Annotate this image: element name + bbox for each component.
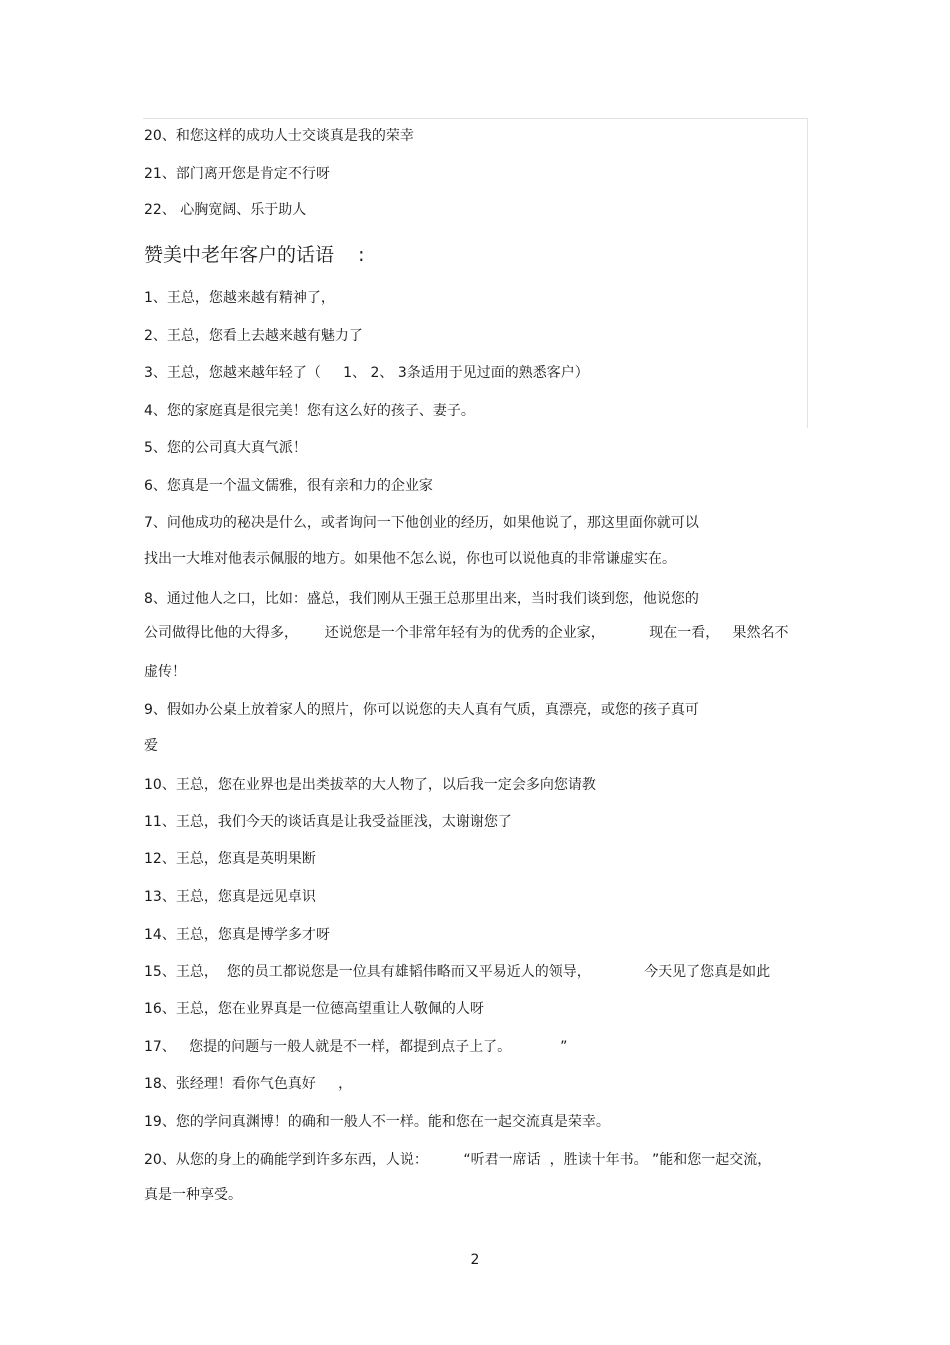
text-line: 7、问他成功的秘决是什么，或者询问一下他创业的经历，如果他说了，那这里面你就可以	[144, 515, 699, 531]
text-line: 真是一种享受。	[144, 1187, 242, 1203]
text-line: 1、王总，您越来越有精神了，	[144, 290, 335, 306]
text-line: 找出一大堆对他表示佩服的地方。如果他不怎么说，你也可以说他真的非常谦虚实在。	[144, 551, 676, 567]
text-line: 11、王总，我们今天的谈话真是让我受益匪浅，太谢谢您了	[144, 814, 512, 830]
text-line: 8、通过他人之口，比如：盛总，我们刚从王强王总那里出来，当时我们谈到您，他说您的	[144, 591, 699, 607]
section-heading: 赞美中老年客户的话语 :	[144, 244, 365, 266]
text-line: 12、王总，您真是英明果断	[144, 851, 316, 867]
text-line: 21、部门离开您是肯定不行呀	[144, 166, 330, 182]
text-line: 3、王总，您越来越年轻了（ 1、 2、 3条适用于见过面的熟悉客户）	[144, 365, 589, 381]
text-line: 2、王总，您看上去越来越有魅力了	[144, 328, 363, 344]
text-line: 5、您的公司真大真气派！	[144, 440, 307, 456]
text-line: 4、您的家庭真是很完美！您有这么好的孩子、妻子。	[144, 403, 475, 419]
text-line: 6、您真是一个温文儒雅，很有亲和力的企业家	[144, 478, 433, 494]
text-line: 16、王总，您在业界真是一位德高望重让人敬佩的人呀	[144, 1001, 484, 1017]
text-line: 20、从您的身上的确能学到许多东西，人说： “听君一席话 ，胜读十年书。 ”能和您一起交流，	[144, 1152, 772, 1168]
frame-right-border	[807, 118, 808, 428]
frame-top-border	[143, 118, 808, 119]
page-number: 2	[470, 1252, 480, 1268]
text-line: 10、王总，您在业界也是出类拔萃的大人物了，以后我一定会多向您请教	[144, 777, 596, 793]
text-line: 14、王总，您真是博学多才呀	[144, 927, 330, 943]
text-line: 虚传！	[144, 664, 186, 680]
text-line: 18、张经理！看你气色真好 ，	[144, 1076, 353, 1092]
text-line: 15、王总， 您的员工都说您是一位具有雄韬伟略而又平易近人的领导， 今天见了您真是如此	[144, 964, 771, 980]
text-line: 13、王总，您真是远见卓识	[144, 889, 316, 905]
text-line: 17、 您提的问题与一般人就是不一样，都提到点子上了。 ”	[144, 1039, 568, 1055]
text-line: 公司做得比他的大得多， 还说您是一个非常年轻有为的优秀的企业家， 现在一看， 果然名不	[144, 625, 789, 641]
text-line: 22、 心胸宽阔、乐于助人	[144, 202, 307, 218]
text-line: 9、假如办公桌上放着家人的照片，你可以说您的夫人真有气质，真漂亮，或您的孩子真可	[144, 702, 699, 718]
text-line: 19、您的学问真渊博！的确和一般人不一样。能和您在一起交流真是荣幸。	[144, 1114, 610, 1130]
text-line: 爱	[144, 738, 158, 754]
text-line: 20、和您这样的成功人士交谈真是我的荣幸	[144, 128, 414, 144]
